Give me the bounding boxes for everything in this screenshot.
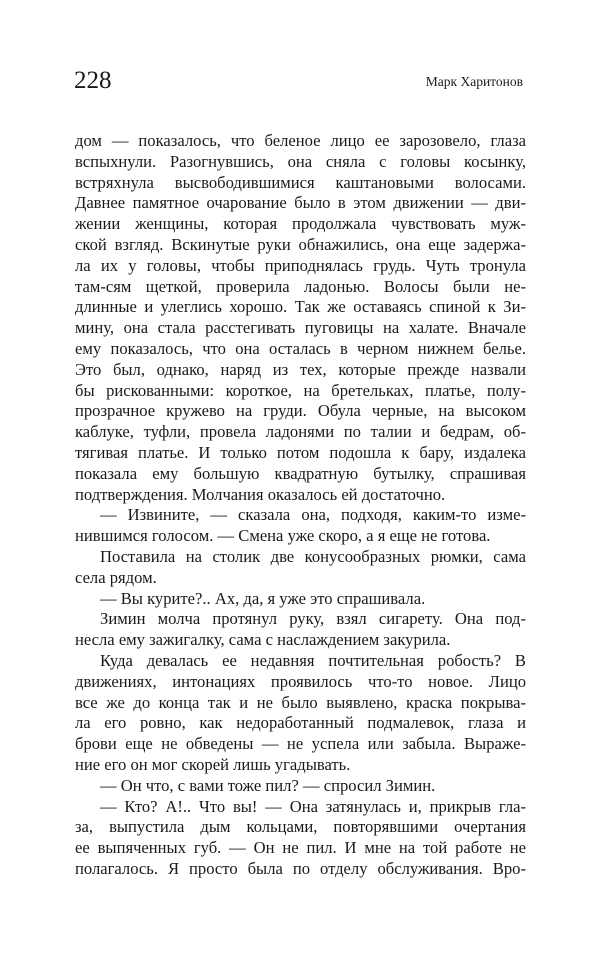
text-line: Поставила на столик две конусообразных рюмки, сама	[100, 546, 526, 566]
text-line: за, выпустила дым кольцами, повторявшими очертания	[75, 817, 526, 837]
text-line: Давнее памятное очарование было в этом движении — дви-	[75, 193, 526, 213]
text-line: все же до конца так и не было выявлено, краска покрыва-	[75, 692, 526, 712]
text-line: ние его он мог скорей лишь угадывать.	[75, 754, 351, 774]
text-line: встряхнула высвободившимися каштановыми волосами.	[75, 172, 526, 192]
text-line: полагалось. Я просто была по отделу обслуживания. Вро-	[75, 858, 526, 878]
text-line: — Вы курите?.. Ах, да, я уже это спрашивала.	[100, 588, 426, 608]
text-line: — Кто? А!.. Что вы! — Она затянулась и, прикрыв гла-	[100, 796, 526, 816]
text-line: несла ему зажигалку, сама с наслаждением закурила.	[75, 630, 451, 650]
text-line: — Извините, — сказала она, подходя, каким-то изме-	[100, 505, 526, 525]
paragraph	[75, 131, 526, 505]
text-line: Это был, однако, наряд из тех, которые прежде назвали	[75, 359, 526, 379]
page-number: 228	[74, 67, 112, 94]
text-line: вспыхнули. Разогнувшись, она сняла с головы косынку,	[75, 151, 526, 171]
text-line: длинные и улеглись хорошо. Так же оставаясь спиной к Зи-	[75, 297, 526, 317]
paragraph	[75, 797, 526, 880]
running-head-author: Марк Харитонов	[425, 74, 523, 89]
text-line: там-сям щеткой, проверила ладонью. Волосы были не-	[75, 276, 526, 296]
text-line: — Он что, с вами тоже пил? — спросил Зимин.	[100, 775, 436, 795]
paragraph	[75, 776, 526, 797]
text-line: показала ему большую квадратную бутылку, спрашивая	[75, 463, 526, 483]
paragraph	[75, 505, 526, 547]
text-line: жении женщины, которая продолжала чувствовать муж-	[75, 214, 526, 234]
text-line: брови еще не обведены — не успела или забыла. Выраже-	[75, 734, 526, 754]
body-text	[75, 131, 526, 880]
text-line: ла его ровно, как недоработанный подмалевок, глаза и	[75, 713, 526, 733]
paragraph	[75, 547, 526, 589]
text-line: Зимин молча протянул руку, взял сигарету. Она под-	[100, 609, 526, 629]
paragraph	[75, 589, 526, 610]
text-line: нившимся голосом. — Смена уже скоро, а я еще не готова.	[75, 526, 491, 546]
text-line: дом — показалось, что беленое лицо ее зарозовело, глаза	[75, 131, 526, 150]
text-line: движениях, интонациях проявилось что-то новое. Лицо	[75, 671, 526, 691]
text-line: тягивая платье. И только потом подошла к бару, издалека	[75, 442, 526, 462]
text-line: ее выпяченных губ. — Он не пил. И мне на той работе не	[75, 838, 526, 858]
text-line: ла их у головы, чтобы приподнялась грудь. Чуть тронула	[75, 255, 526, 275]
text-line: бы рискованными: короткое, на бретельках, платье, полу-	[75, 380, 526, 400]
text-line: ему показалось, что она осталась в черном нижнем белье.	[75, 338, 526, 358]
text-line: села рядом.	[75, 567, 157, 587]
text-line: ской взгляд. Вскинутые руки обнажились, она еще задержа-	[75, 234, 526, 254]
text-line: Куда девалась ее недавняя почтительная робость? В	[100, 650, 526, 670]
paragraph	[75, 651, 526, 776]
text-line: мину, она стала расстегивать пуговицы на халате. Вначале	[75, 318, 526, 338]
paragraph	[75, 609, 526, 651]
text-line: каблуке, туфли, провела ладонями по талии и бедрам, об-	[75, 422, 526, 442]
text-line: прозрачное кружево на груди. Обула черные, на высоком	[75, 401, 526, 421]
text-line: подтверждения. Молчания оказалось ей достаточно.	[75, 484, 446, 504]
